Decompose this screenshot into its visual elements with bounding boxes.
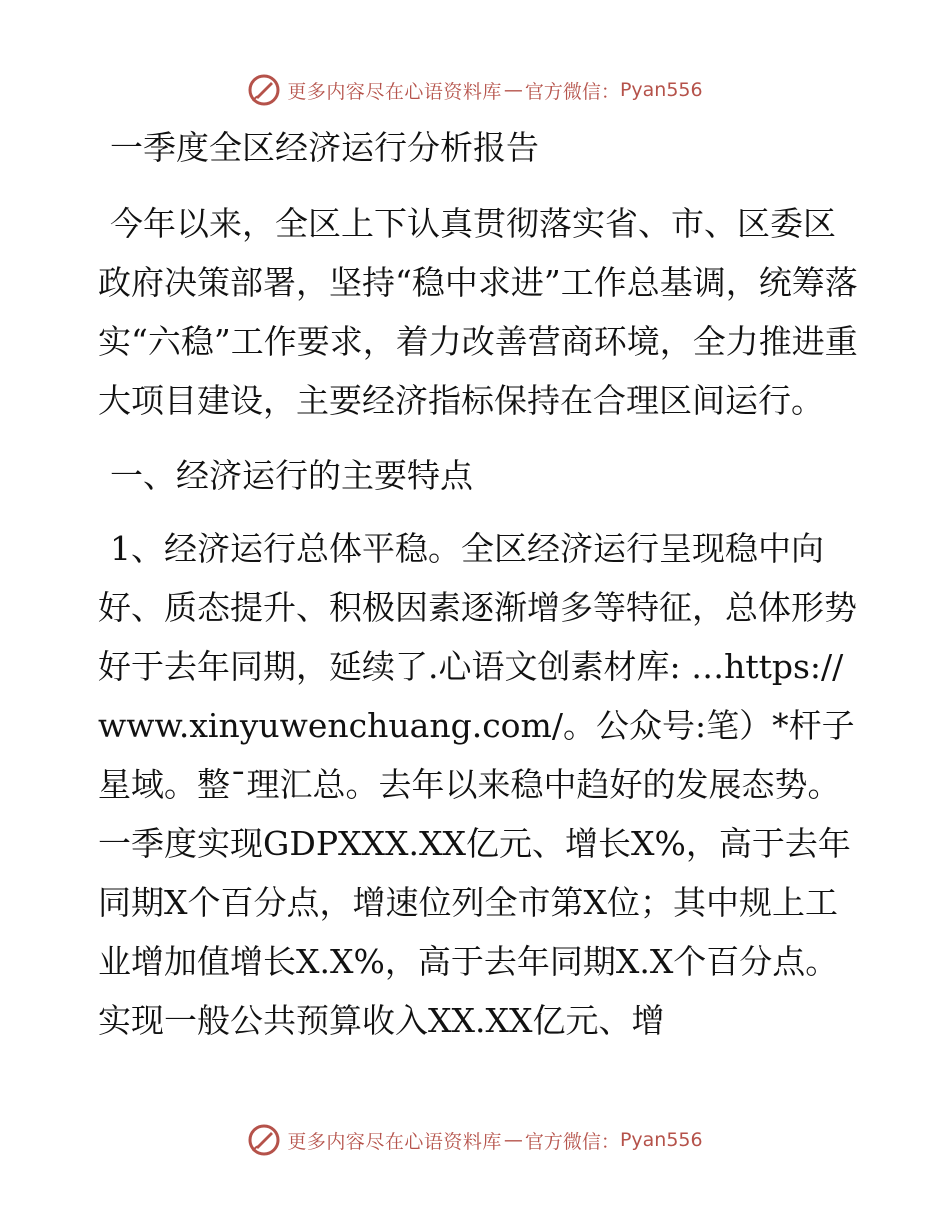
watermark-banner-bottom — [0, 1118, 950, 1162]
section-paragraph: 1、经济运行总体平稳。全区经济运行呈现稳中向好、质态提升、积极因素逐渐增多等特征，总体形势好于去年同期，延续了.心语文创素材库: …https://www.xinyuwenchuang.com/。公众号:笔）*杆子星域。整¯理汇总。去年以来稳中趋好的发展态势。一季度实现GDPXXX.XX亿元、增长X%，高于去年同期X个百分点，增速位列全市第X位；其中规上工业增加值增长X.X%，高于去年同期X.X个百分点。实现一般公共预算收入XX.XX亿元、增 — [98, 529, 857, 1040]
sign-pen-icon — [247, 73, 281, 107]
section-heading: 一、经济运行的主要特点 — [110, 456, 473, 495]
sign-pen-icon — [247, 1123, 281, 1157]
watermark-separator: — — [503, 79, 523, 101]
document-body — [98, 122, 858, 1066]
watermark-wechat-label: 官方微信： — [524, 1130, 620, 1153]
watermark-wechat-id: Pyan556 — [619, 1129, 703, 1151]
watermark-separator: — — [503, 1129, 523, 1151]
watermark-wechat-id: Pyan556 — [619, 79, 703, 101]
watermark-wechat-label: 官方微信： — [524, 80, 620, 103]
document-title: 一季度全区经济运行分析报告 — [110, 128, 539, 167]
watermark-brand-text: 更多内容尽在心语资料库 — [287, 1130, 502, 1153]
watermark-brand-text: 更多内容尽在心语资料库 — [287, 80, 502, 103]
watermark-banner-top — [0, 68, 950, 112]
intro-paragraph: 今年以来，全区上下认真贯彻落实省、市、区委区政府决策部署，坚持“稳中求进”工作总基调，统筹落实“六稳”工作要求，着力改善营商环境，全力推进重大项目建设，主要经济指标保持在合理区间运行。 — [98, 204, 858, 420]
